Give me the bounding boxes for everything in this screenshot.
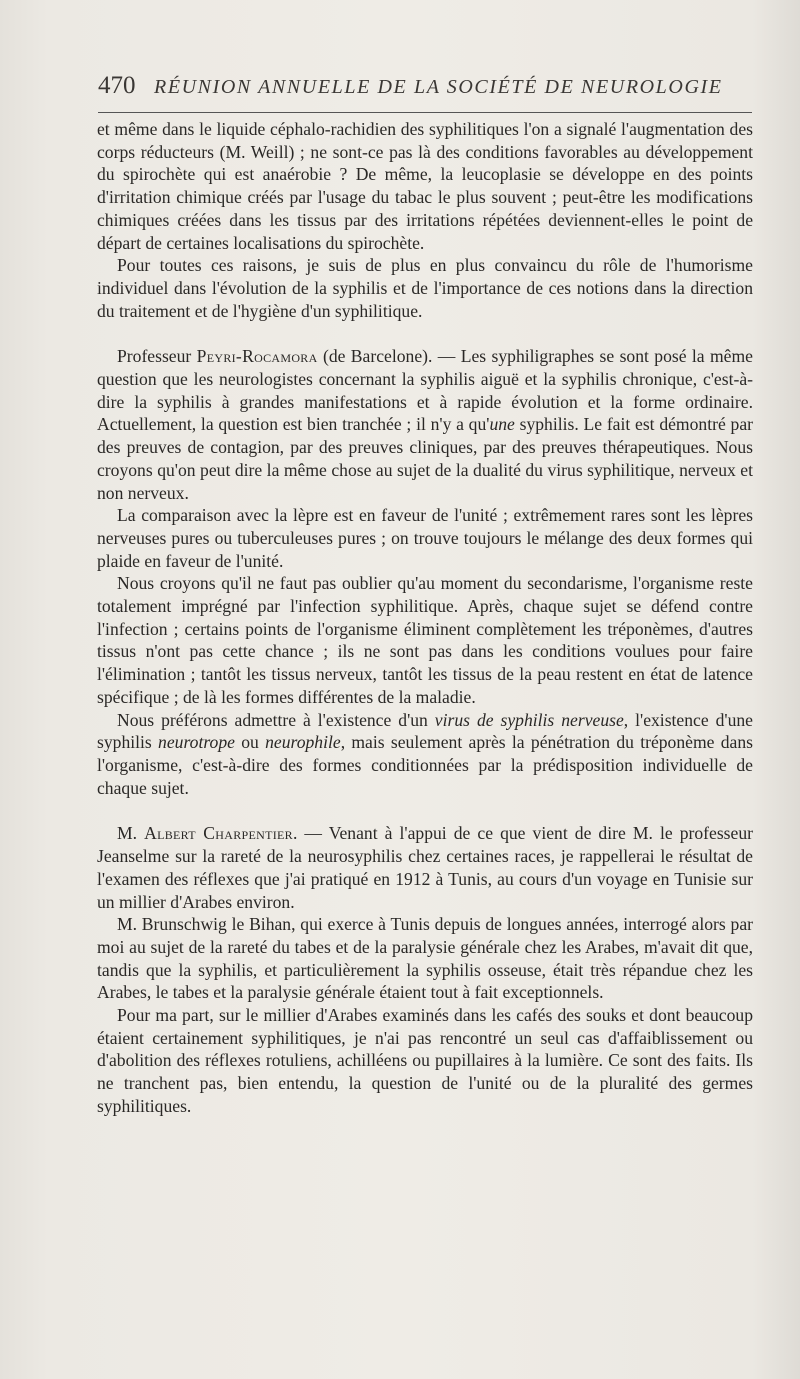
speaker-name: Albert Charpentier <box>144 823 293 844</box>
paragraph: Nous croyons qu'il ne faut pas oublier qu'au moment du secondarisme, l'organisme reste totalement imprégné par l'infection syphilitique. Après, chaque sujet se défend contre l'infection ; certains points de l'organisme éliminent complètement les tréponèmes, d'autres tissus n'ont pas cette chance ; ils ne sont pas dans les conditions voulues pour faire l'élimination ; tantôt les tissus nerveux, tantôt les tissus de la peau restent en état de latence spécifique ; de là les formes différentes de la maladie. <box>97 573 753 707</box>
emphasis: neurotrope <box>158 732 235 753</box>
paragraph-text: syphilis. Le fait est démontré par des preuves de contagion, par des preuves cliniques, par des preuves thérapeutiques. Nous croyons qu'on peut dire la même chose au sujet de la dualité du virus syphilitique, nerveux et non nerveux. <box>97 414 753 503</box>
paragraph: et même dans le liquide céphalo-rachidien des syphilitiques l'on a signalé l'augmentation des corps réducteurs (M. Weill) ; ne sont-ce pas là des conditions favorables au développement du spirochète qui est anaérobie ? De même, la leucoplasie se développe en des points d'irritation chimique créés par l'usage du tabac le plus souvent ; peut-être les modifications chimiques créées dans les tissus par des irritations répétées deviennent-elles le point de départ de certaines localisations du spirochète. <box>97 119 753 253</box>
section-gap <box>97 799 753 822</box>
paragraph-text: Nous préférons admettre à l'existence d'un <box>117 709 435 730</box>
paragraph-charpentier <box>97 822 753 913</box>
paragraph: La comparaison avec la lèpre est en faveur de l'unité ; extrêmement rares sont les lèpres nerveuses pures ou tuberculeuses pures ; on trouve toujours le mélange des deux formes qui plaide en faveur de l'unité. <box>97 505 753 571</box>
paragraph-text: (de Barcelone). — Les syphiligraphes se sont posé la même question que les neurologistes concernant la syphilis aiguë et la syphilis chronique, c'est-à-dire la syphilis à grandes manifestations et à rapide évolution et la forme ordinaire. Actuellement, la question est bien tranchée ; il n'y a qu' <box>97 346 753 435</box>
page-body <box>97 118 753 1118</box>
paragraph-text: , l'existence d'une syphilis <box>97 709 753 753</box>
running-title: RÉUNION ANNUELLE DE LA SOCIÉTÉ DE NEUROLOGIE <box>154 76 723 98</box>
speaker-prefix: M. <box>117 823 145 844</box>
paragraph: Pour toutes ces raisons, je suis de plus en plus convaincu du rôle de l'humorisme individuel dans l'évolution de la syphilis et de l'importance de ces notions dans la direction du traitement et de l'hygiène d'un syphilitique. <box>97 255 753 321</box>
speaker-prefix: Professeur <box>117 346 197 367</box>
header-rule <box>98 112 752 113</box>
page-number: 470 <box>98 72 136 99</box>
emphasis: virus de syphilis nerveuse <box>434 709 624 730</box>
paragraph-text: . — Venant à l'appui de ce que vient de dire M. le professeur Jeanselme sur la rareté de la neurosyphilis chez certaines races, je rappellerai le résultat de l'examen des réflexes que j'ai pratiqué en 1912 à Tunis, au cours d'un voyage en Tunisie sur un millier d'Arabes environ. <box>97 823 753 912</box>
paragraph-text: ou <box>234 732 266 753</box>
running-header <box>98 72 750 106</box>
speaker-name: Peyri-Rocamora <box>196 346 318 367</box>
paragraph: M. Brunschwig le Bihan, qui exerce à Tunis depuis de longues années, interrogé alors par moi au sujet de la rareté du tabes et de la paralysie générale chez les Arabes, m'avait dit que, tandis que la syphilis, et particulièrement la syphilis osseuse, était très répandue chez les Arabes, le tabes et la paralysie générale étaient tout à fait exceptionnels. <box>97 914 753 1003</box>
paragraph: Pour ma part, sur le millier d'Arabes examinés dans les cafés des souks et dont beaucoup étaient certainement syphilitiques, je n'ai pas rencontré un seul cas d'affaiblissement ou d'abolition des réflexes rotuliens, achilléens ou pupillaires à la lumière. Ce sont des faits. Ils ne tranchent pas, bien entendu, la question de l'unité ou de la pluralité des germes syphilitiques. <box>97 1005 753 1116</box>
emphasis: une <box>489 414 515 435</box>
paragraph-peyri <box>97 345 753 504</box>
paragraph <box>97 709 753 800</box>
emphasis: neurophile <box>265 732 341 753</box>
paragraph-text: , mais seulement après la pénétration du tréponème dans l'organisme, c'est-à-dire des formes conditionnées par la prédisposition individuelle de chaque sujet. <box>97 732 753 798</box>
section-gap <box>97 322 753 345</box>
